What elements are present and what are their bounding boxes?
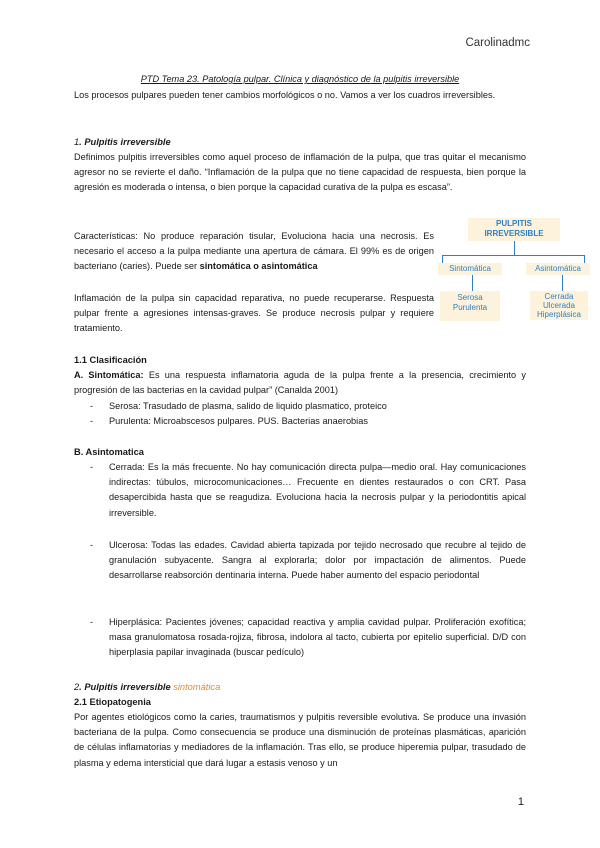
diagram-connector (584, 255, 585, 263)
intro-paragraph: Los procesos pulpares pueden tener cambios morfológicos o no. Vamos a ver los cuadros irreversibles. (74, 90, 496, 100)
section-2-number: 2 (74, 682, 80, 692)
section-2-title: . Pulpitis irreversible (79, 682, 174, 692)
diagram-connector (442, 255, 443, 263)
list-item-text: Hiperplásica: Pacientes jóvenes; capacidad reactiva y amplia cavidad pulpar. Proliferación exofítica; masa granulomatosa rosada-rojiza, fibrosa, indolora al tacto, cubierta por epitelio superficial. D/D con hiperplasia papilar invaginada (buscar pedículo) (109, 617, 526, 658)
list-dash: - (90, 617, 94, 627)
section-2-accent: sintomática (173, 682, 221, 692)
list-dash: - (90, 401, 94, 411)
document-title: PTD Tema 23. Patología pulpar. Clínica y diagnóstico de la pulpitis irreversible (140, 74, 460, 84)
section-1-number: 1 (74, 137, 80, 147)
sintomatica-text: Es una respuesta inflamatoria aguda de la pulpa frente a la presencia, crecimiento y progresión de las bacterias en la cavidad pulpar” (Canalda 2001) (74, 370, 527, 396)
page-number: 1 (517, 796, 524, 808)
section-1-title: . Pulpitis irreversible (79, 137, 171, 147)
diagram-connector (472, 275, 473, 291)
list-item-text: Serosa: Trasudado de plasma, salido de liquido plasmatico, proteico (109, 401, 387, 411)
list-dash: - (90, 540, 94, 550)
list-item-text: Ulcerosa: Todas las edades. Cavidad abierta tapizada por tejido necrosado que recubre al tejido de granulación subyacente. Sangra al explorarla; dolor por impactación de alimentos. Puede desarrollarse reabsorción dentinaria interna. Puede haber aumento del espacio periodontal (109, 540, 526, 581)
characteristics-paragraph (74, 229, 434, 275)
characteristics-text: Características: No produce reparación tisular, Evoluciona hacia una necrosis. Es necesario el acceso a la pulpa mediante una apertura de cámara. El 99% es de origen bacteriano (caries). Puede ser (74, 231, 434, 272)
asintomatica-heading: B. Asintomatica (74, 447, 144, 457)
list-dash: - (90, 462, 94, 472)
list-item-text: Cerrada: Es la más frecuente. No hay comunicación directa pulpa—medio oral. Hay comunicaciones indirectas: túbulos, microcomunicaciones… Frecuente en dientes restaurados o con CRT. Pasa desapercibida hasta que se reagudiza. Evoluciona hacia la necrosis pulpar y la periodontitis apical irreversible. (109, 462, 526, 518)
diagram-left-child: Serosa Purulenta (440, 291, 500, 321)
diagram-right-node: Asintomática (526, 263, 590, 275)
diagram-left-node: Sintomática (438, 263, 502, 275)
classification-diagram (438, 218, 590, 350)
diagram-root: PULPITIS IRREVERSIBLE (468, 218, 560, 241)
etiopatogenia-heading: 2.1 Etiopatogenia (74, 697, 151, 707)
list-dash: - (90, 416, 94, 426)
sintomatica-label: A. Sintomática: (74, 370, 144, 380)
diagram-right-child: Cerrada Ulcerada Hiperplásica (530, 291, 588, 320)
section-1-heading (74, 135, 171, 150)
characteristics-bold: sintomática o asintomática (199, 261, 318, 272)
definition-paragraph: Definimos pulpitis irreversibles como aquel proceso de inflamación de la pulpa, que tras quitar el mecanismo agresor no se revierte el daño. “Inflamación de la pulpa que no tiene capacidad de respuesta, bien porque la agresión es moderada o intensa, o bien porque la capacidad curativa de la pulpa es escasa”. (74, 152, 526, 193)
author-name: Carolinadmc (465, 37, 530, 49)
diagram-connector (442, 255, 584, 256)
etiopatogenia-paragraph: Por agentes etiológicos como la caries, traumatismos y pulpitis reversible evolutiva. Se produce una invasión bacteriana de la pulpa. Como consecuencia se produce una disminución de proteínas plasmáticas, aparición de células inflamatorias y mediadores de la inflamación. Tras ello, se produce hiperemia pulpar, trasudado de plasma y edema intersticial que dará lugar a estasis venoso y un (74, 712, 526, 768)
classification-heading: 1.1 Clasificación (74, 355, 147, 365)
diagram-connector (562, 275, 563, 291)
sintomatica-paragraph (74, 368, 526, 398)
section-2-heading (74, 680, 220, 695)
diagram-connector (514, 241, 515, 255)
list-item-text: Purulenta: Microabscesos pulpares. PUS. Bacterias anaerobias (109, 416, 368, 426)
inflammation-paragraph: Inflamación de la pulpa sin capacidad reparativa, no puede recuperarse. Respuesta pulpar frente a agresiones intensas-graves. Se produce necrosis pulpar y requiere tratamiento. (74, 293, 434, 334)
